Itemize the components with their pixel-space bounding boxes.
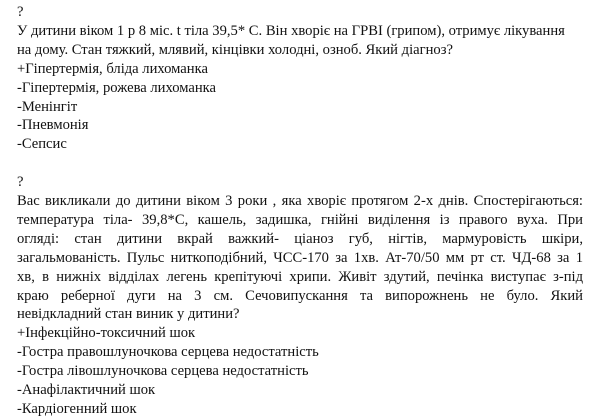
answer-list <box>17 324 583 419</box>
question-text-line: невідкладний стан виник у дитини? <box>17 306 240 323</box>
question-block-2 <box>17 173 583 419</box>
question-text-line: температура тіла- 39,8*С, кашель, задишка, гнійні виділення із правого вуха. При <box>17 211 583 228</box>
question-text-line: краю реберної дуги на 3 см. Сечовипускання та випорожнень не було. Який <box>17 287 583 304</box>
question-text-line: на дому. Стан тяжкий, млявий, кінцівки холодні, озноб. Який діагноз? <box>17 41 453 58</box>
answer-list <box>17 60 583 155</box>
answer-option: -Гостра лівошлуночкова серцева недостатність <box>17 363 309 380</box>
question-text-line: загальмованість. Пульс ниткоподібний, ЧСС-170 за 1хв. Ат-70/50 мм рт ст. ЧД-68 за 1 <box>17 249 583 266</box>
question-text-line: Вас викликали до дитини віком 3 роки , яка хворіє протягом 2-х днів. Спостерігаються: <box>17 193 583 210</box>
answer-option: -Кардіогенний шок <box>17 400 137 417</box>
answer-option: -Менінгіт <box>17 98 78 115</box>
question-marker: ? <box>17 174 24 191</box>
question-text-line: хв, в нижніх відділах легень крепітуючі хрипи. Живіт здутий, печінка виступає з-під <box>17 268 583 285</box>
question-text-line: огляді: стан дитини вкрай важкий- ціаноз губ, нігтів, мармуровість шкіри, <box>17 230 583 247</box>
question-text <box>17 192 583 324</box>
question-text <box>17 22 583 60</box>
answer-option: -Гіпертермія, рожева лихоманка <box>17 79 217 96</box>
answer-option: -Сепсис <box>17 136 67 153</box>
answer-option: -Гостра правошлуночкова серцева недостатність <box>17 344 319 361</box>
question-marker: ? <box>17 4 24 20</box>
answer-option: -Пневмонія <box>17 117 89 134</box>
question-block-1 <box>17 3 583 154</box>
answer-option: -Анафілактичний шок <box>17 382 156 399</box>
question-text-line: У дитини віком 1 р 8 міс. t тіла 39,5* С. Він хворіє на ГРВІ (грипом), отримує лікування <box>17 22 565 39</box>
answer-option-correct: +Гіпертермія, бліда лихоманка <box>17 60 208 77</box>
document-page <box>17 3 583 419</box>
answer-option-correct: +Інфекційно-токсичний шок <box>17 325 196 342</box>
blank-line <box>17 154 583 173</box>
